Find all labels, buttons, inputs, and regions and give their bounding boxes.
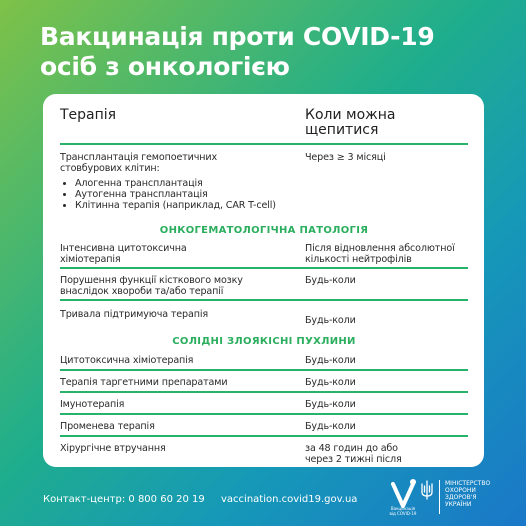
table-row-hemato-1-when (305, 243, 470, 265)
table-row-hemato-3-when: Будь-коли (305, 315, 356, 326)
section-heading-hemato: ОНКОГЕМАТОЛОГІЧНА ПАТОЛОГІЯ (159, 225, 369, 236)
row-divider (60, 267, 468, 269)
table-row-hemato-3-therapy: Тривала підтримуюча терапія (60, 309, 208, 320)
cell-line: Інтенсивна цитотоксична (60, 243, 187, 254)
website-link[interactable]: vaccination.covid19.gov.ua (221, 494, 358, 505)
ministry-line3: ЗДОРОВ'Я (445, 494, 477, 501)
ministry-line4: УКРАЇНИ (445, 501, 472, 508)
row-divider (60, 299, 468, 301)
section-heading-solid: СОЛІДНІ ЗЛОЯКІСНІ ПУХЛИНИ (172, 336, 356, 347)
transplant-label-line1: Трансплантація гемопоетичних (60, 152, 217, 163)
ministry-line1: МІНІСТЕРСТВО (445, 480, 491, 487)
cell-line: Після відновлення абсолютної (305, 243, 455, 254)
transplant-label-line2: стовбурових клітин: (60, 163, 160, 174)
row-divider (60, 435, 468, 437)
cell-line: Порушення функції кісткового мозку (60, 275, 243, 286)
table-row-solid-5-when (305, 443, 470, 465)
trident-icon (420, 480, 434, 500)
row-divider (60, 413, 468, 415)
list-item: • Клітинна терапія (наприклад, CAR T-cell) (75, 200, 300, 211)
ministry-line2: ОХОРОНИ (445, 487, 476, 494)
table-row-solid-5-therapy: Хірургічне втручання (60, 443, 166, 454)
row-divider (60, 391, 468, 393)
list-item: • Алогенна трансплантація (75, 178, 300, 189)
column-header-when-line2: щепитися (305, 122, 379, 138)
table-row-solid-3-when: Будь-коли (305, 399, 356, 410)
header-divider (60, 143, 468, 145)
table-row-hemato-1-therapy (60, 243, 300, 265)
column-header-therapy: Терапія (60, 107, 117, 123)
table-row-solid-3-therapy: Імунотерапія (60, 399, 125, 410)
logo-caption-line1: Вакцинація (390, 506, 416, 511)
transplant-list (60, 178, 300, 211)
list-item: • Аутогенна трансплантація (75, 189, 300, 200)
cell-line: кількості нейтрофілів (305, 254, 412, 265)
table-row-solid-2-when: Будь-коли (305, 377, 356, 388)
table-row-solid-2-therapy: Терапія таргетними препаратами (60, 377, 228, 388)
cell-line: через 2 тижні після (305, 454, 402, 465)
table-row-solid-4-therapy: Променева терапія (60, 421, 155, 432)
vaccination-logo-caption (381, 506, 425, 516)
poster-title-line1: Вакцинація проти COVID-19 (40, 22, 435, 51)
contact-center: Контакт-центр: 0 800 60 20 19 (43, 494, 205, 505)
ministry-logo-text (445, 480, 505, 508)
table-row-solid-4-when: Будь-коли (305, 421, 356, 432)
table-row-solid-1-therapy: Цитотоксична хіміотерапія (60, 355, 194, 366)
row-divider (60, 369, 468, 371)
cell-line: хіміотерапія (60, 254, 121, 265)
cell-line: за 48 годин до або (305, 443, 398, 454)
table-row-solid-1-when: Будь-коли (305, 355, 356, 366)
column-header-when (305, 108, 470, 138)
poster-title-line2: осіб з онкологією (40, 52, 290, 81)
column-header-when-line1: Коли можна (305, 107, 396, 123)
table-row-transplant-when: Через ≥ 3 місяці (305, 152, 386, 163)
table-row-transplant-therapy (60, 152, 300, 211)
table-row-hemato-2-when: Будь-коли (305, 275, 356, 286)
table-row-hemato-2-therapy (60, 275, 300, 297)
cell-line: внаслідок хвороби та/або терапії (60, 286, 224, 297)
poster-title (40, 22, 434, 82)
ministry-divider (439, 480, 440, 514)
therapy-table-card (43, 94, 484, 467)
logo-caption-line2: від COVID-19 (389, 511, 417, 516)
